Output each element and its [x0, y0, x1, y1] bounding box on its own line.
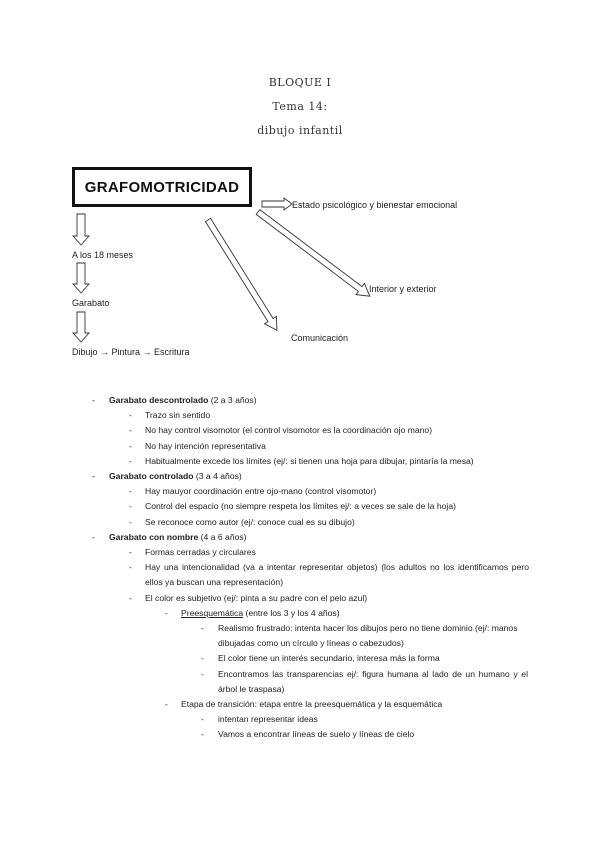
bullet-dash: -	[129, 410, 132, 421]
list-item	[0, 484, 600, 499]
bullet-dash: -	[129, 516, 132, 527]
list-item-text: No hay intención representativa	[145, 440, 266, 451]
list-item-text: Control del espacio (no siempre respeta los límites ej/: a veces se sale de la hoja)	[145, 501, 456, 512]
list-item	[0, 606, 600, 621]
list-item	[0, 454, 600, 469]
section-title: Garabato controlado	[109, 471, 194, 482]
list-item	[0, 545, 600, 560]
section-title: Garabato con nombre	[109, 531, 199, 542]
bullet-dash: -	[201, 668, 204, 679]
arrow-diag-1	[254, 206, 374, 301]
list-item	[0, 423, 600, 438]
header-bloque: BLOQUE I	[268, 76, 332, 89]
label-garabato: Garabato	[72, 298, 110, 308]
list-item-text: Hay una intencionalidad (va a intentar representar objetos) (los adultos no los identificamos pero ellos ya buscan una representación)	[145, 562, 529, 588]
list-item	[0, 651, 600, 666]
list-item-text: El color es subjetivo (ej/: pinta a su padre con el pelo azul)	[145, 592, 368, 603]
list-item	[0, 499, 600, 514]
list-item	[0, 591, 600, 606]
section-title: Garabato descontrolado	[109, 395, 209, 405]
bullet-dash: -	[129, 592, 132, 603]
arrow-diag-2	[202, 216, 283, 334]
grafomotricidad-title: GRAFOMOTRICIDAD	[84, 178, 240, 196]
list-item-text: Habitualmente excede los límites (ej/: si tienen una hoja para dibujar, pintaría la mesa)	[145, 455, 474, 466]
arrow-down-1	[73, 214, 89, 245]
list-item	[0, 712, 600, 727]
arrow-right	[262, 198, 292, 210]
arrow-down-3	[73, 312, 89, 342]
label-dibujo-pintura-escritura: Dibujo → Pintura → Escritura	[72, 347, 190, 357]
bullet-dash: -	[201, 729, 204, 740]
list-item	[0, 667, 600, 697]
label-18-meses: A los 18 meses	[72, 250, 134, 260]
list-item-text: Etapa de transición: etapa entre la preesquemática y la esquemática	[181, 699, 443, 710]
bullet-dash: -	[129, 455, 132, 466]
bullet-dash: -	[129, 440, 132, 451]
bullet-dash: -	[165, 699, 168, 710]
header-tema: Tema 14:	[272, 100, 328, 113]
bullet-dash: -	[92, 395, 95, 405]
list-item-text: El color tiene un interés secundario, interesa más la forma	[218, 653, 440, 664]
list-item-text: Trazo sin sentido	[145, 410, 211, 421]
section-age: (3 a 4 años)	[193, 471, 242, 482]
list-item-text: Hay mauyor coordinación entre ojo-mano (control visomotor)	[145, 486, 377, 497]
list-item	[0, 621, 600, 651]
section-age: (2 a 3 años)	[208, 395, 257, 405]
diagram-arrows	[0, 0, 600, 370]
bullet-dash: -	[129, 486, 132, 497]
list-item-text: No hay control visomotor (el control visomotor es la coordinación ojo mano)	[145, 425, 433, 436]
list-item	[0, 469, 600, 484]
list-item-text: intentan representar ideas	[218, 714, 318, 725]
preesquematica-title: Preesquemática	[181, 607, 244, 618]
list-item	[0, 515, 600, 530]
bullet-dash: -	[201, 653, 204, 664]
list-item	[0, 530, 600, 545]
list-item	[0, 697, 600, 712]
bullet-dash: -	[129, 547, 132, 558]
list-item	[0, 560, 600, 590]
label-comunicacion: Comunicación	[291, 333, 349, 343]
label-interior-exterior: Interior y exterior	[369, 284, 437, 294]
arrow-down-2	[73, 263, 89, 293]
list-item-text: Encontramos las transparencias ej/: figura humana al lado de un humano y el árbol le traspasa)	[218, 668, 528, 694]
list-item-text: Formas cerradas y circulares	[145, 547, 256, 558]
list-item-text: Realismo frustrado: intenta hacer los dibujos pero no tiene dominio (ej/: manos dibujadas como un círculo y líneas o cabezudos)	[218, 623, 518, 649]
bullet-dash: -	[165, 607, 168, 618]
bullet-dash: -	[129, 501, 132, 512]
bullet-dash: -	[92, 471, 95, 482]
list-item-text: Se reconoce como autor (ej/: conoce cual es su dibujo)	[145, 516, 355, 527]
list-item-text: Vamos a encontrar líneas de suelo y líneas de cielo	[218, 729, 415, 740]
bullet-dash: -	[92, 531, 95, 542]
list-item	[0, 393, 600, 408]
bullet-dash: -	[201, 714, 204, 725]
bullet-dash: -	[129, 562, 132, 573]
bullet-dash: -	[201, 623, 204, 634]
section-age: (4 a 6 años)	[198, 531, 247, 542]
list-item	[0, 408, 600, 423]
header-subject: dibujo infantil	[257, 124, 343, 137]
label-estado-psicologico: Estado psicológico y bienestar emocional	[292, 200, 458, 210]
list-item	[0, 727, 600, 742]
preesquematica-age: (entre los 3 y los 4 años)	[243, 607, 340, 618]
bullet-dash: -	[129, 425, 132, 436]
outline-list	[0, 393, 600, 743]
list-item	[0, 439, 600, 454]
